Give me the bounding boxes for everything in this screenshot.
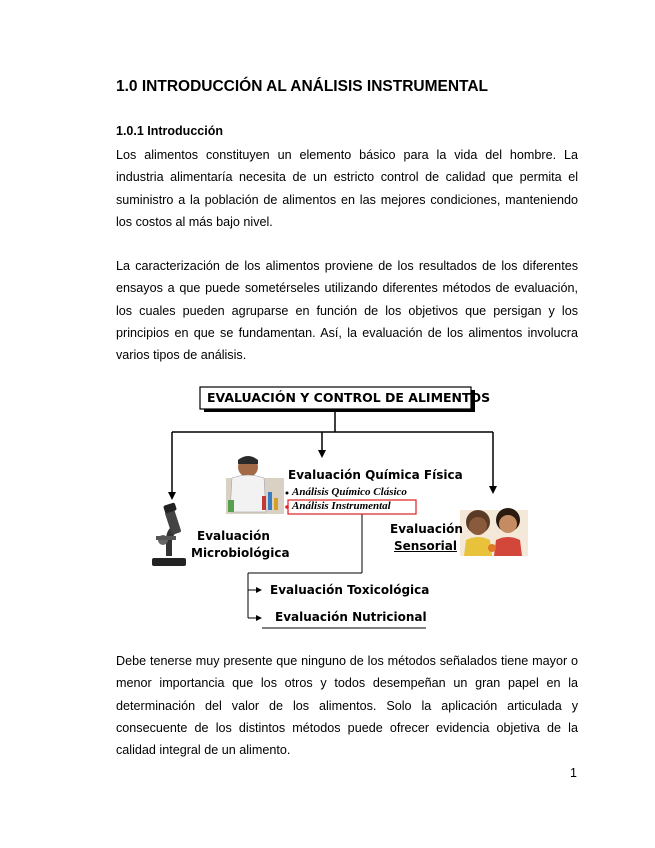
label-toxicologica: Evaluación Toxicológica [270, 583, 430, 597]
children-illustration [460, 508, 528, 556]
microscope-illustration [152, 502, 186, 566]
label-sensorial-line1: Evaluación [390, 522, 463, 536]
label-sensorial-line2: Sensorial [394, 539, 457, 553]
paragraph-3: Debe tenerse muy presente que ninguno de los métodos señalados tiene mayor o menor importancia que los otros y todos desempeñan un gran papel en la determinación del valor de los alimentos. Solo la aplicación articulada y consecuente de los distintos métodos puede ofrecer evidencia objetiva de la calidad integral de un alimento. [116, 654, 578, 758]
paragraph-2: La caracterización de los alimentos proviene de los resultados de los diferentes ensayos a que puede sometérseles utilizando diferentes métodos de evaluación, los cuales pueden agruparse en función de los objetivos que persigan y los principios en que se fundamentan. Así, la evaluación de los alimentos involucra varios tipos de análisis. [116, 259, 578, 363]
scientist-illustration [226, 456, 284, 514]
subsection-heading: 1.0.1 Introducción [116, 124, 223, 138]
label-analisis-clasico: Análisis Químico Clásico [292, 486, 407, 498]
label-analisis-instrumental: Análisis Instrumental [292, 500, 391, 512]
label-micro-line1: Evaluación [197, 529, 270, 543]
label-micro-line2: Microbiológica [191, 546, 290, 560]
label-quimico-fisica: Evaluación Química Física [288, 468, 463, 482]
label-nutricional: Evaluación Nutricional [275, 610, 427, 624]
diagram-title: EVALUACIÓN Y CONTROL DE ALIMENTOS [207, 390, 491, 405]
section-heading: 1.0 INTRODUCCIÓN AL ANÁLISIS INSTRUMENTAL [116, 78, 489, 95]
page-number: 1 [570, 766, 577, 780]
paragraph-1: Los alimentos constituyen un elemento básico para la vida del hombre. La industria alimentaría necesita de un estricto control de calidad que permita el suministro a la población de alimentos en las mejores condiciones, manteniendo los costos al más bajo nivel. [116, 148, 578, 229]
